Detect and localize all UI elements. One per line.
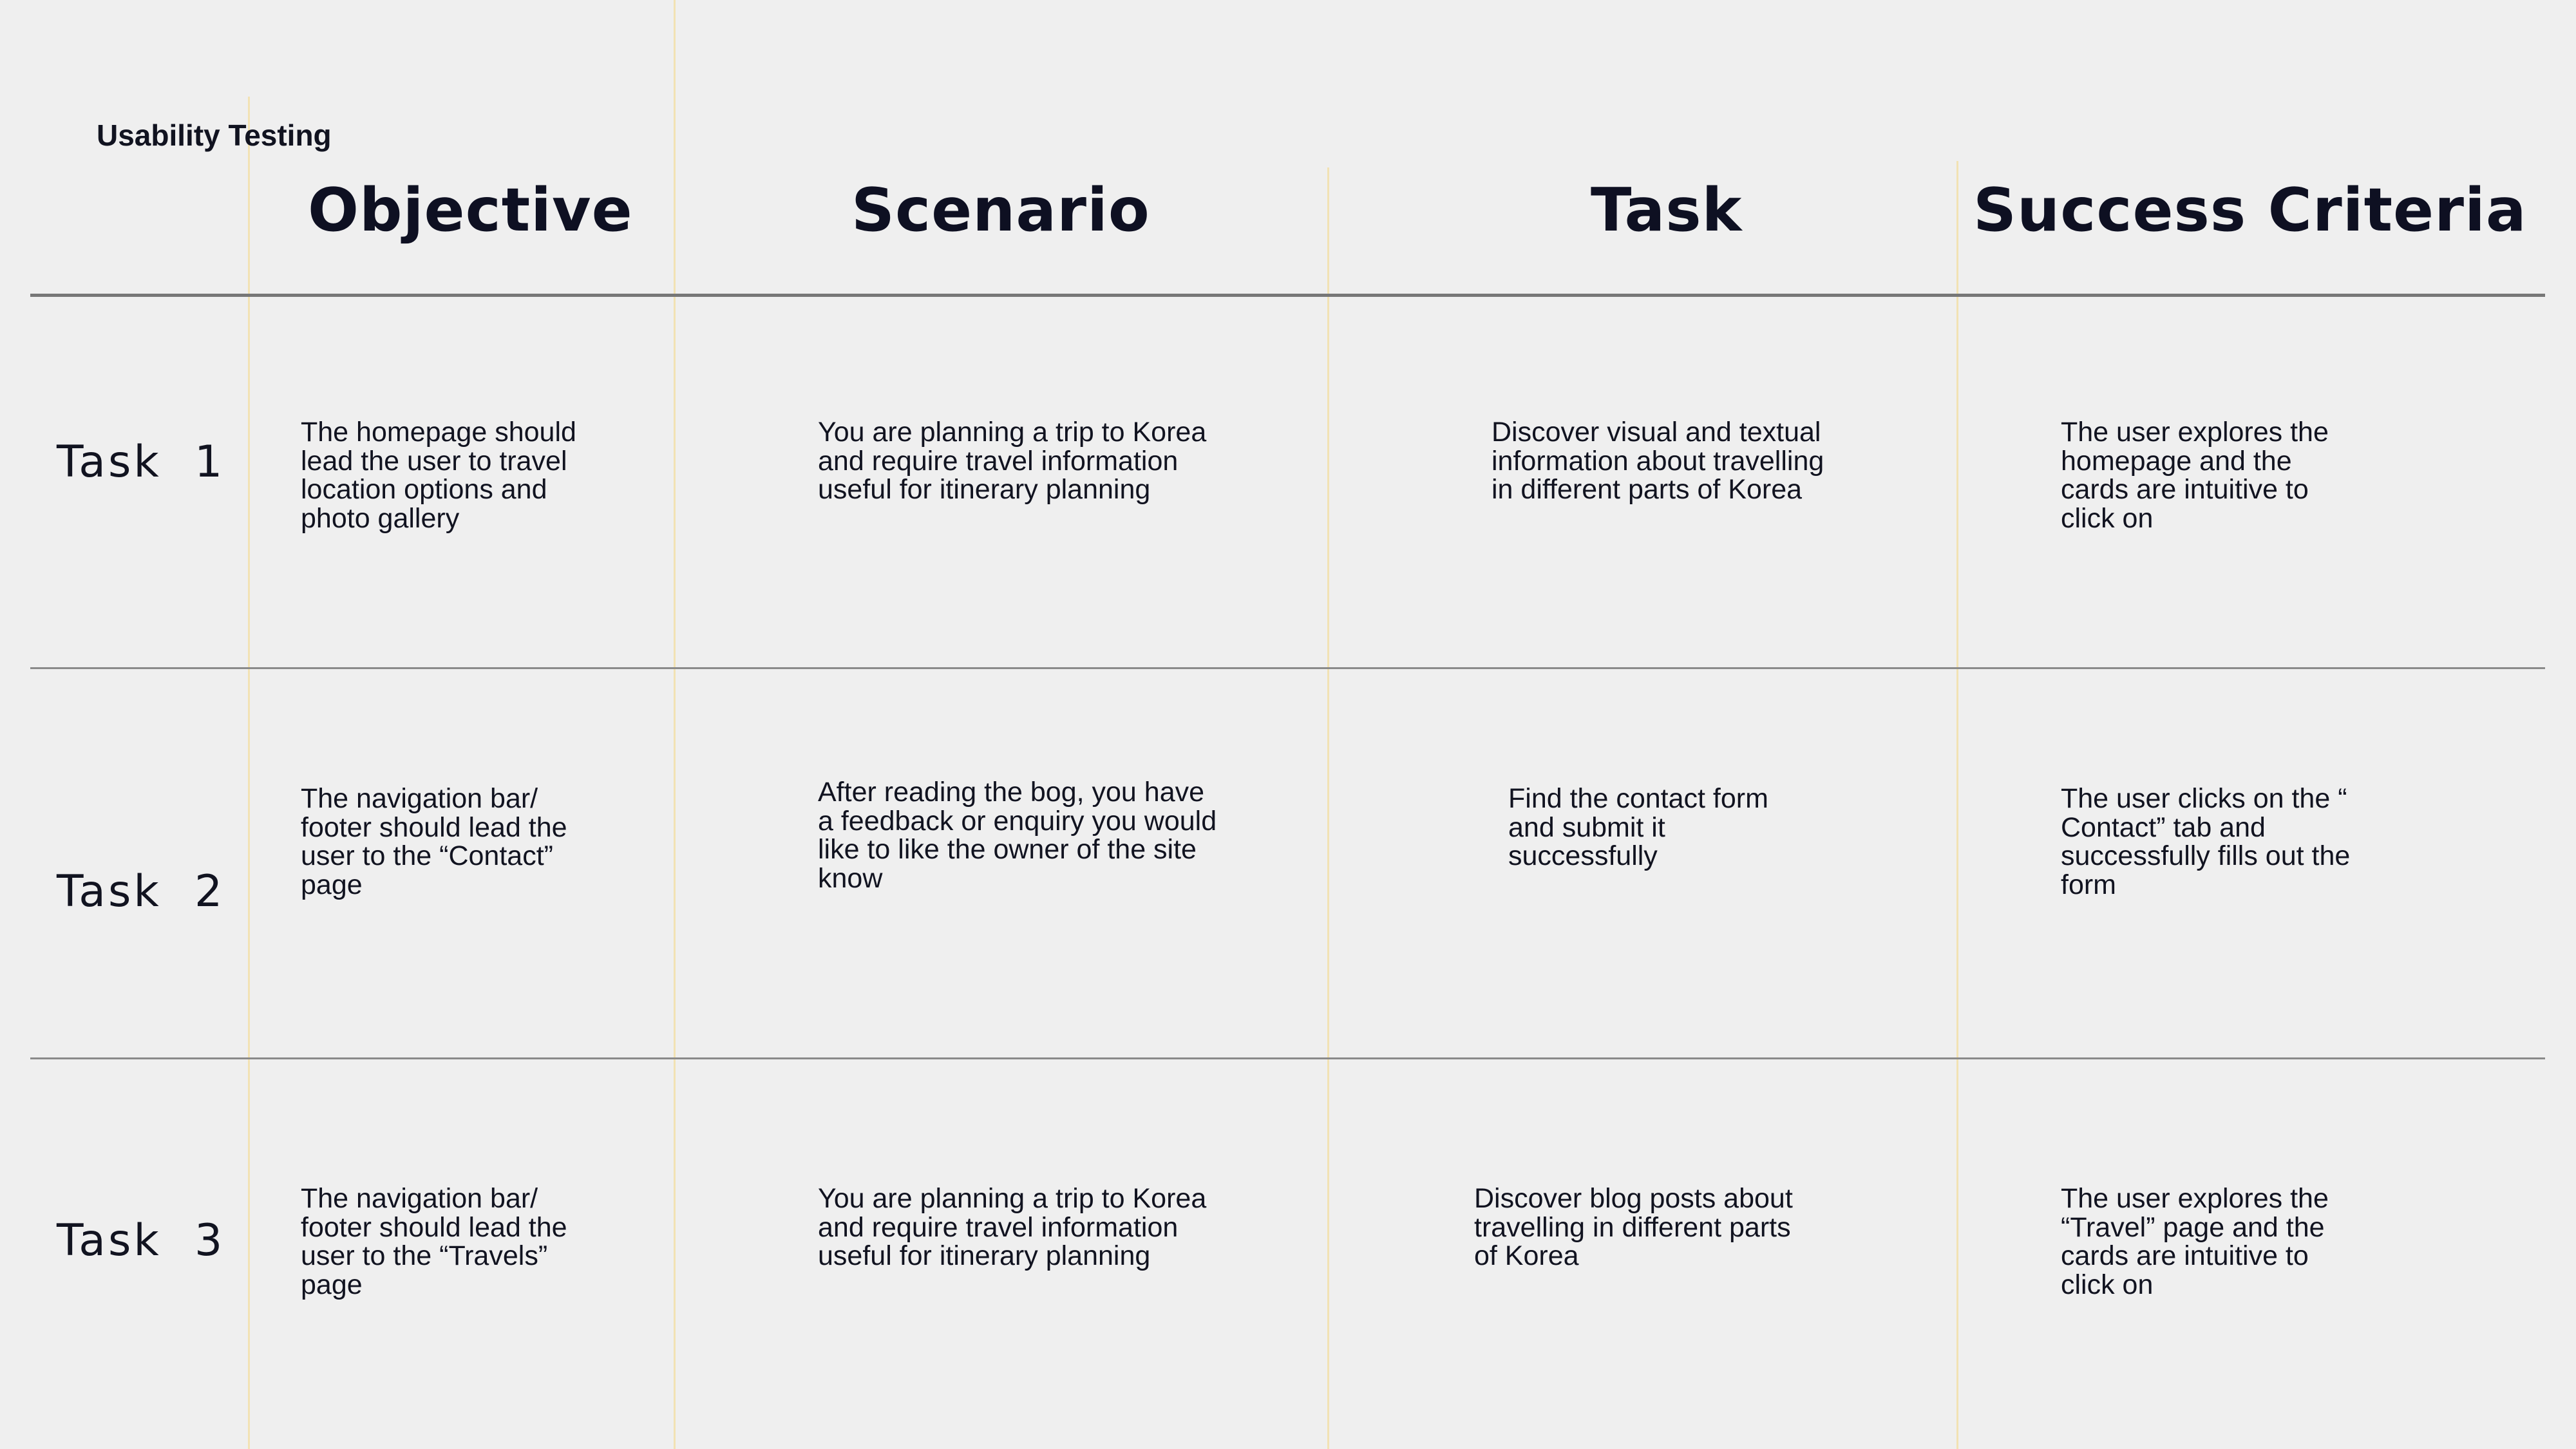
objective-cell: The navigation bar/ footer should lead the user to the “Travels” page [301,1183,567,1300]
objective-cell: The homepage should lead the user to travel location options and photo gallery [301,417,576,534]
row-label: Task 1 [57,437,225,488]
header-divider [30,294,2545,297]
column-divider [674,0,676,1449]
row-divider [30,667,2545,669]
header-scenario: Scenario [851,175,1150,245]
objective-cell: The navigation bar/ footer should lead the user to the “Contact” page [301,783,567,900]
scenario-cell: You are planning a trip to Korea and require travel information useful for itinerary planning [818,1183,1207,1271]
page-title: Usability Testing [97,118,332,152]
task-cell: Discover blog posts about travelling in different parts of Korea [1474,1183,1793,1271]
task-cell: Discover visual and textual information about travelling in different parts of Korea [1492,417,1824,505]
row-label: Task 2 [57,866,225,917]
header-objective: Objective [308,175,633,245]
column-divider [1327,167,1329,1449]
success-criteria-cell: The user explores the homepage and the cards are intuitive to click on [2061,417,2329,534]
success-criteria-cell: The user clicks on the “ Contact” tab and successfully fills out the form [2061,783,2351,900]
success-criteria-cell: The user explores the “Travel” page and the cards are intuitive to click on [2061,1183,2329,1300]
column-divider [248,97,250,1449]
header-task: Task [1591,175,1743,245]
scenario-cell: After reading the bog, you have a feedback or enquiry you would like to like the owner of the site know [818,777,1217,894]
header-success-criteria: Success Criteria [1973,175,2527,245]
column-divider [1956,161,1958,1449]
row-divider [30,1057,2545,1059]
scenario-cell: You are planning a trip to Korea and require travel information useful for itinerary planning [818,417,1207,505]
task-cell: Find the contact form and submit it successfully [1508,783,1768,871]
row-label: Task 3 [57,1215,225,1266]
